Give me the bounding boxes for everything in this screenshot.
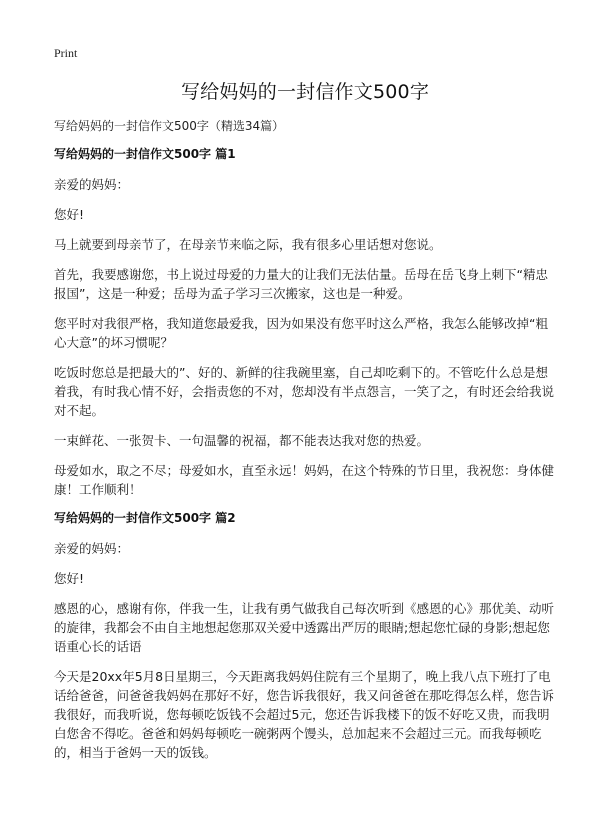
section-heading-2: 写给妈妈的一封信作文500字 篇2 bbox=[54, 511, 236, 525]
document-subtitle: 写给妈妈的一封信作文500字（精选34篇） bbox=[54, 119, 285, 133]
paragraph: 母爱如水，取之不尽；母爱如水，直至永远！妈妈，在这个特殊的节日里，我祝您：身体健康！工作顺利！ bbox=[54, 463, 555, 497]
print-label[interactable]: Print bbox=[54, 46, 78, 60]
section-heading-1: 写给妈妈的一封信作文500字 篇1 bbox=[54, 147, 236, 161]
paragraph: 亲爱的妈妈： bbox=[54, 541, 130, 556]
paragraph: 您好! bbox=[54, 571, 85, 586]
paragraph: 一束鲜花、一张贺卡、一句温馨的祝福，都不能表达我对您的热爱。 bbox=[54, 433, 430, 448]
paragraph: 吃饭时您总是把最大的”、好的、新鲜的往我碗里塞，自己却吃剩下的。不管吃什么总是想着我，有时我心情不好，会指责您的不对，您却没有半点怨言，一笑了之，有时还会给我说对不起。 bbox=[54, 365, 555, 418]
paragraph: 亲爱的妈妈： bbox=[54, 177, 130, 192]
paragraph: 首先，我要感谢您，书上说过母爱的力量大的让我们无法估量。岳母在岳飞身上刺下“精忠报国”，这是一种爱；岳母为孟子学习三次搬家，这也是一种爱。 bbox=[54, 267, 548, 301]
document-title: 写给妈妈的一封信作文500字 bbox=[180, 81, 430, 103]
paragraph: 感恩的心，感谢有你，伴我一生，让我有勇气做我自己每次听到《感恩的心》那优美、动听的旋律，我都会不由自主地想起您那双关爱中透露出严厉的眼睛;想起您忙碌的身影;想起您语重心长的话语 bbox=[54, 601, 555, 654]
paragraph: 您平时对我很严格，我知道您最爱我，因为如果没有您平时这么严格，我怎么能够改掉“粗心大意”的坏习惯呢？ bbox=[54, 316, 548, 350]
paragraph: 您好! bbox=[54, 207, 85, 222]
paragraph: 马上就要到母亲节了，在母亲节来临之际，我有很多心里话想对您说。 bbox=[54, 237, 442, 252]
paragraph: 今天是20xx年5月8日星期三，今天距离我妈妈住院有三个星期了，晚上我八点下班打了电话给爸爸，问爸爸我妈妈在那好不好，您告诉我很好，我又问爸爸在那吃得怎么样，您告诉我很好，而我听说，您每顿吃饭钱不会超过5元，您还告诉我楼下的饭不好吃又贵，而我明白您舍不得吃。爸爸和妈妈每顿吃一碗粥两个馒头，总加起来不会超过三元。而我每顿吃的，相当于爸妈一天的饭钱。 bbox=[54, 669, 555, 760]
